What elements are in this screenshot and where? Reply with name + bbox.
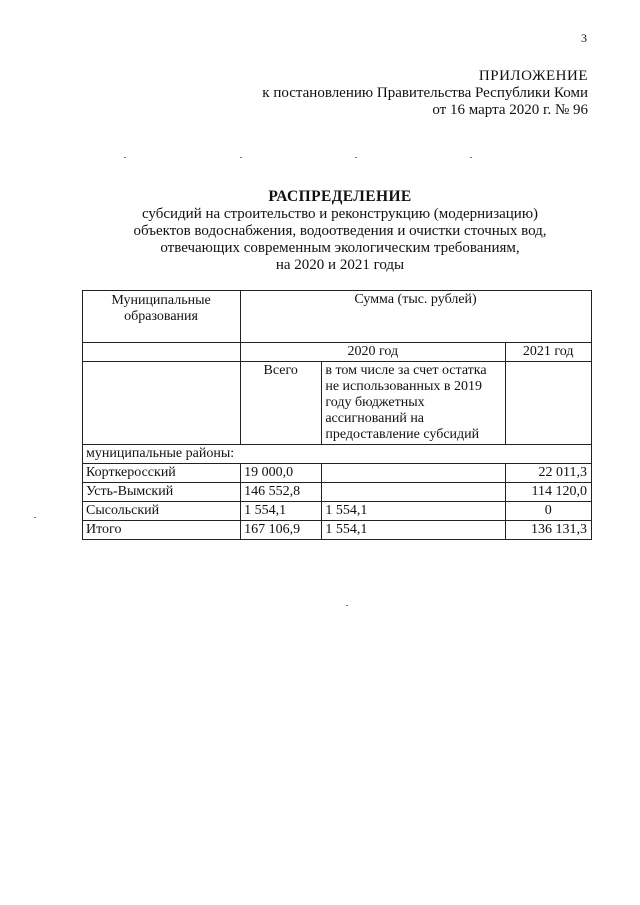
row-total-2021: 22 011,3 <box>506 464 592 483</box>
scan-speck <box>124 157 126 158</box>
approval-resolution: к постановлению Правительства Республики Коми <box>262 85 588 101</box>
header-sum: Сумма (тыс. рублей) <box>241 291 592 343</box>
section-spacer <box>506 445 592 464</box>
row-including-2020 <box>322 464 506 483</box>
title-line: на 2020 и 2021 годы <box>275 257 405 273</box>
header-year-2021: 2021 год <box>506 343 592 362</box>
section-row <box>83 445 592 464</box>
subheader-including: в том числе за счет остатка не использованных в 2019 году бюджетных ассигнований на предоставление субсидий <box>322 362 506 445</box>
title-line: отвечающих современным экологическим требованиям, <box>160 240 520 256</box>
document-title <box>90 188 590 274</box>
approval-block <box>262 68 588 119</box>
page-number: 3 <box>581 31 587 45</box>
total-2021: 136 131,3 <box>506 521 592 540</box>
header-empty-cell <box>83 343 241 362</box>
year-row <box>83 343 592 362</box>
row-total-2021: 114 120,0 <box>506 483 592 502</box>
approval-title: ПРИЛОЖЕНИЕ <box>478 68 588 84</box>
title-line: объектов водоснабжения, водоотведения и очистки сточных вод, <box>133 223 547 239</box>
scan-speck <box>240 157 242 158</box>
row-total-2020: 146 552,8 <box>241 483 322 502</box>
row-municipality: Сысольский <box>83 502 241 521</box>
header-row <box>83 291 592 343</box>
row-municipality: Усть-Вымский <box>83 483 241 502</box>
scan-speck <box>355 157 357 158</box>
row-municipality: Корткеросский <box>83 464 241 483</box>
subheader-empty-cell <box>506 362 592 445</box>
total-label: Итого <box>83 521 241 540</box>
header-municipal: Муниципальные образования <box>83 291 241 343</box>
subheader-row <box>83 362 592 445</box>
row-total-2021: 0 <box>506 502 592 521</box>
subheader-total-2020: Всего <box>241 362 322 445</box>
scan-speck <box>470 157 472 158</box>
section-spacer <box>241 445 322 464</box>
section-label: муниципальные районы: <box>83 445 241 464</box>
title-line: субсидий на строительство и реконструкцию (модернизацию) <box>141 206 539 222</box>
total-2020: 167 106,9 <box>241 521 322 540</box>
table-row <box>83 464 592 483</box>
row-total-2020: 1 554,1 <box>241 502 322 521</box>
approval-date: от 16 марта 2020 г. № 96 <box>432 102 588 118</box>
scan-speck <box>346 605 348 606</box>
section-spacer <box>322 445 506 464</box>
row-total-2020: 19 000,0 <box>241 464 322 483</box>
total-row <box>83 521 592 540</box>
scan-speck <box>34 517 36 518</box>
total-including-2020: 1 554,1 <box>322 521 506 540</box>
row-including-2020 <box>322 483 506 502</box>
title-heading: РАСПРЕДЕЛЕНИЕ <box>268 188 412 205</box>
row-including-2020: 1 554,1 <box>322 502 506 521</box>
table-row <box>83 483 592 502</box>
subheader-empty-cell <box>83 362 241 445</box>
table-row <box>83 502 592 521</box>
distribution-table <box>82 290 592 540</box>
header-year-2020: 2020 год <box>241 343 506 362</box>
